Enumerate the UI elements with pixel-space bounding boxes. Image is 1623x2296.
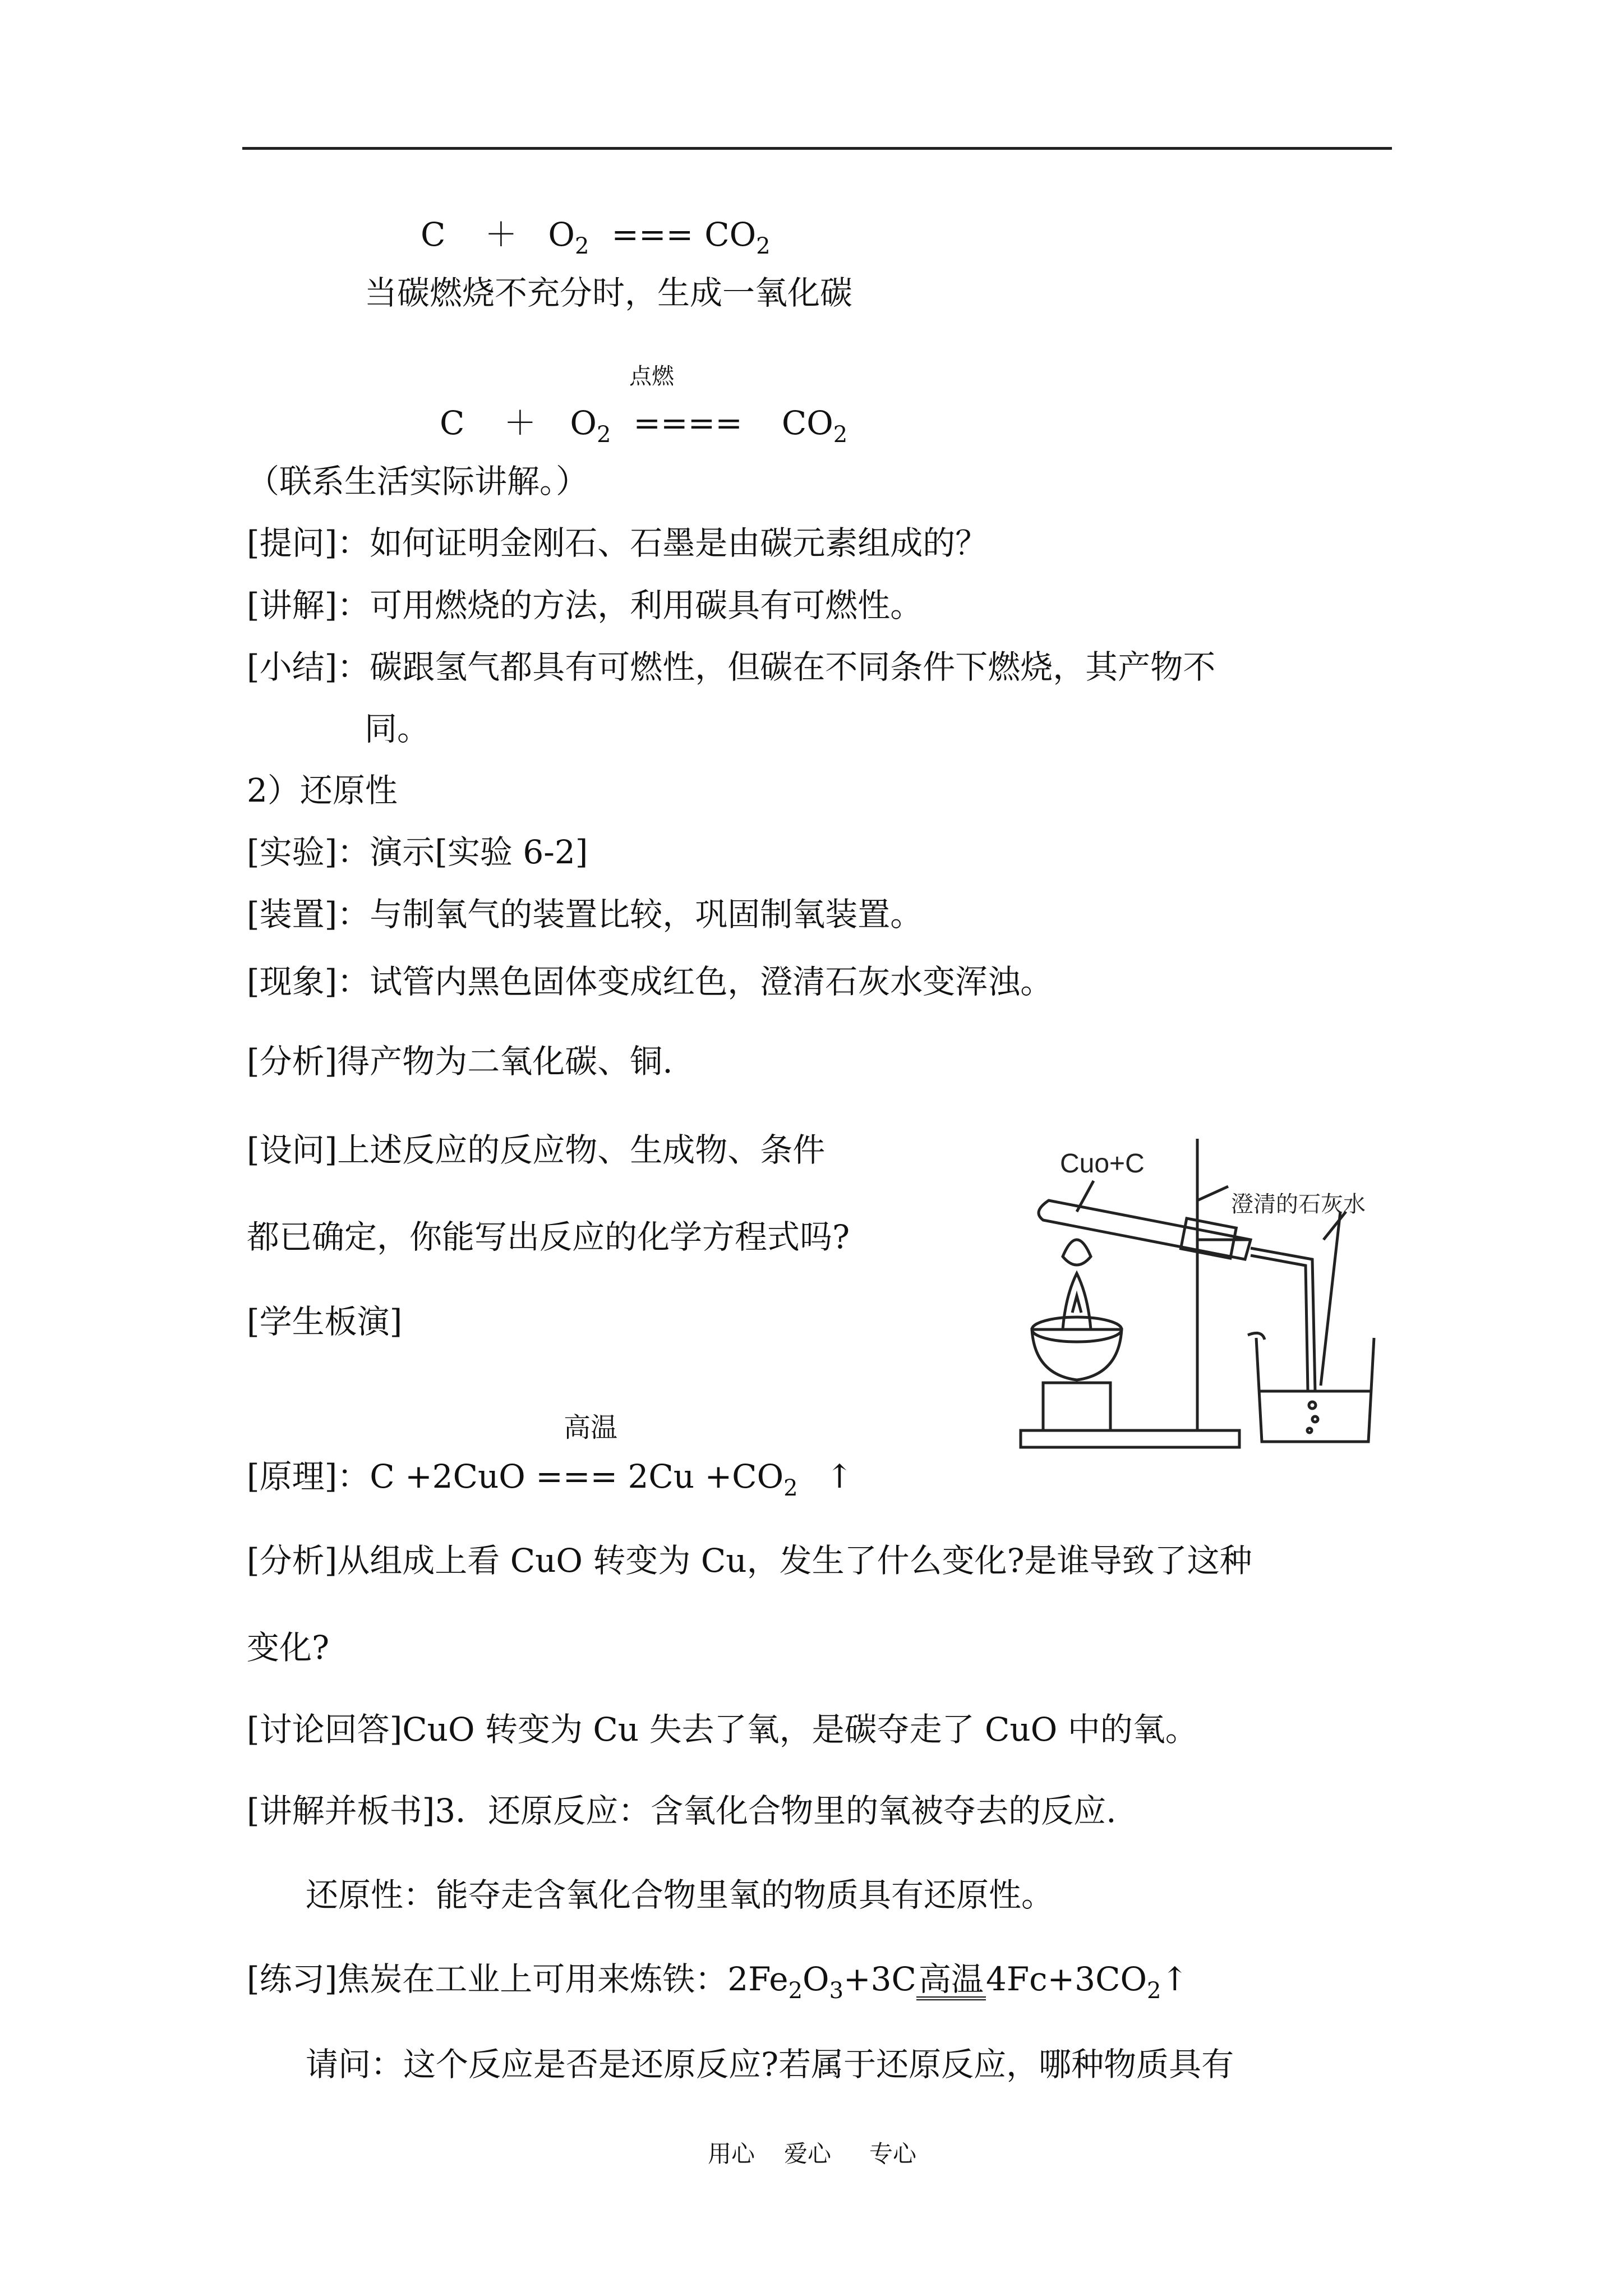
eq-term: C	[440, 404, 465, 442]
text-line: 还原性：能夺走含氧化合物里氧的物质具有还原性。	[306, 1876, 1054, 1914]
text-line: [分析]从组成上看 CuO 转变为 Cu，发生了什么变化?是谁导致了这种	[247, 1542, 1252, 1580]
reaction-condition-ignite: 点燃	[629, 364, 674, 389]
eq-plus: ＋	[485, 215, 518, 254]
footer-text: 用心	[708, 2140, 755, 2168]
eq-body: [原理]：C +2CuO === 2Cu +CO	[247, 1457, 784, 1496]
text-incomplete-combustion: 当碳燃烧不充分时，生成一氧化碳	[365, 274, 853, 312]
practice-text: [练习]焦炭在工业上可用来炼铁：2Fe	[247, 1960, 789, 1998]
eq-sign: ====	[633, 404, 743, 442]
text-line: [实验]：演示[实验 6-2]	[247, 833, 588, 871]
gas-arrow: ↑	[826, 1457, 854, 1496]
text-line: [讨论回答]CuO 转变为 Cu 失去了氧，是碳夺走了 CuO 中的氧。	[247, 1710, 1198, 1749]
text-line: [设问]上述反应的反应物、生成物、条件	[247, 1131, 826, 1169]
practice-line: [练习]焦炭在工业上可用来炼铁：$2Fe_2O_3+3C$高温$4Fc+3CO_2↑$	[247, 1960, 1189, 2004]
eq-term: $CO_2$	[704, 215, 771, 259]
apparatus-diagram	[1009, 1128, 1413, 1458]
text-line: [小结]：碳跟氢气都具有可燃性，但碳在不同条件下燃烧，其产物不	[247, 648, 1216, 686]
eq-term: $O_2$	[570, 404, 611, 448]
reaction-condition-high-temp: 高温	[564, 1412, 618, 1443]
text-line: 请问：这个反应是否是还原反应?若属于还原反应，哪种物质具有	[306, 2045, 1234, 2083]
eq-plus: ＋	[504, 404, 537, 442]
gas-arrow: ↑	[1161, 1960, 1189, 1998]
header-rule	[242, 147, 1392, 150]
text-line: [讲解并板书]3．还原反应：含氧化合物里的氧被夺去的反应.	[247, 1792, 1117, 1830]
text-line: [学生板演]	[247, 1303, 403, 1341]
eq-term: $CO_2$	[781, 404, 848, 448]
equation-complete-combustion	[421, 212, 771, 257]
text-line: 变化?	[247, 1628, 330, 1667]
text-line: 同。	[365, 710, 430, 748]
equation-incomplete-combustion	[440, 401, 848, 448]
text-line: [分析]得产物为二氧化碳、铜.	[247, 1042, 673, 1080]
text-line: [装置]：与制氧气的装置比较，巩固制氧装置。	[247, 895, 923, 933]
equation-reduction-cuo	[247, 1454, 853, 1499]
eq-sign: ===	[611, 215, 694, 254]
section-heading: 2）还原性	[247, 771, 398, 809]
text-line: [现象]：试管内黑色固体变成红色，澄清石灰水变浑浊。	[247, 963, 1053, 1001]
footer-text: 专心	[869, 2140, 917, 2168]
reaction-condition-underlined: 高温	[916, 1962, 986, 2000]
text-line: （联系生活实际讲解。）	[247, 462, 589, 500]
label-limewater: 澄清的石灰水	[1231, 1191, 1366, 1217]
text-line: [讲解]：可用燃烧的方法，利用碳具有可燃性。	[247, 586, 923, 624]
text-line: [提问]：如何证明金刚石、石墨是由碳元素组成的？	[247, 524, 988, 562]
footer-text: 爱心	[784, 2140, 832, 2168]
eq-term: $O_2$	[548, 215, 589, 259]
label-reactants: Cuo+C	[1060, 1149, 1145, 1179]
text-line: 都已确定，你能写出反应的化学方程式吗?	[247, 1218, 850, 1256]
eq-term: C	[421, 215, 446, 254]
eq-subscript: 2	[783, 1475, 798, 1501]
